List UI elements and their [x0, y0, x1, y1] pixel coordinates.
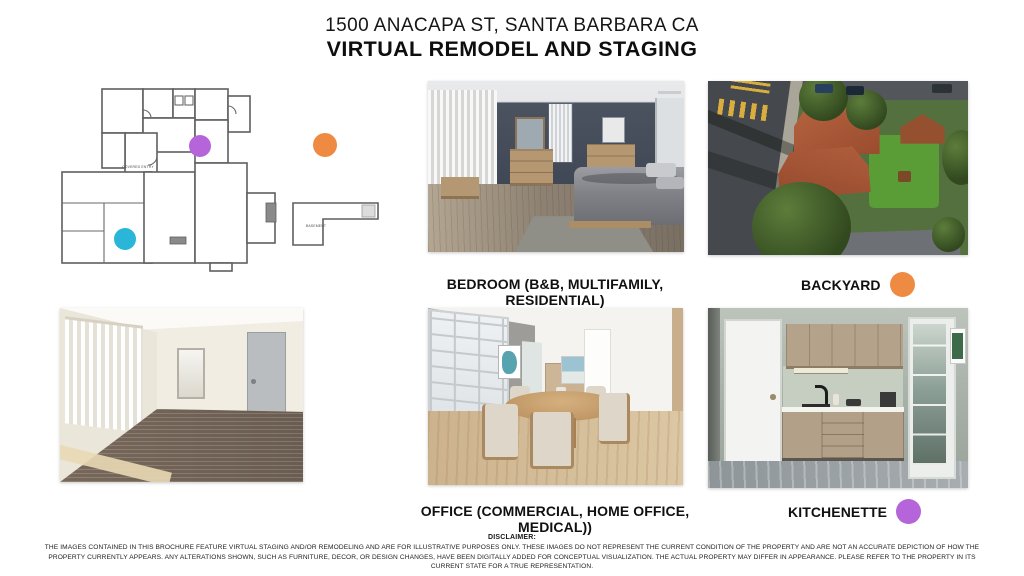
kitchenette-faucet: [815, 385, 828, 406]
bedroom-photo: [428, 81, 684, 252]
backyard-aerial-photo: [708, 81, 968, 255]
backyard-caption: BACKYARD: [801, 276, 881, 293]
office-wall-art: [498, 345, 520, 379]
disclaimer-text: THE IMAGES CONTAINED IN THIS BROCHURE FEATURE VIRTUAL STAGING AND/OR REMODELING AND ARE FOR ILLUSTRATIVE PURPOSES ONLY. THESE IMAGES DO NOT REPRESENT THE CURRENT CONDITION OF THE PROPERTY AND ARE NOT AN ACCURATE DEPICTION OF HOW THE PROPERTY CURRENTLY APPEARS. ANY ALTERATIONS SHOWN, SUCH AS FURNITURE, DECOR, OR DESIGN CHANGES, HAVE BEEN DIGITALLY ADDED FOR CONCEPTUAL VISUALIZATION. THE ACTUAL PROPERTY MAY DIFFER IN APPEARANCE. PLEASE REFER TO THE PROPERTY IN ITS CURRENT STATE FOR A TRUE REPRESENTATION.: [44, 544, 980, 570]
bedroom-caption: BEDROOM (B&B, MULTIFAMILY, RESIDENTIAL): [446, 276, 664, 308]
kitchenette-glass-pane: [913, 324, 946, 464]
bedroom-bench: [441, 177, 479, 199]
floorplan-marker-cyan-dot: [114, 228, 136, 250]
backyard-legend-dot: [890, 272, 915, 297]
office-chair-5: [599, 393, 630, 444]
backyard-caption-row: [801, 271, 915, 298]
bedroom-dresser-2: [587, 144, 636, 168]
bedroom-shelf: [658, 91, 681, 94]
kitchenette-upper-cabinets: [786, 324, 903, 368]
bedroom-door: [655, 98, 684, 172]
office-caption: OFFICE (COMMERCIAL, HOME OFFICE, MEDICAL)): [420, 503, 690, 535]
empty-room-photo: [60, 308, 303, 482]
kitchenette-coffee-maker: [880, 392, 897, 407]
backyard-tree-2: [846, 90, 888, 130]
backyard-parked-car: [815, 84, 833, 93]
bedroom-pillow-2: [656, 177, 684, 189]
brochure-header: [0, 15, 1024, 62]
bedroom-dresser: [510, 149, 554, 185]
bedroom-wall-art: [602, 117, 624, 143]
bedroom-pillow: [646, 163, 677, 177]
floorplan-marker-backyard-dot: [313, 133, 337, 157]
floor-plan: [52, 76, 397, 272]
backyard-parked-car-2: [846, 86, 864, 95]
kitchenette-picture-frame: [950, 328, 966, 364]
disclaimer-heading: DISCLAIMER:: [487, 534, 537, 541]
kitchenette-caption-row: [788, 498, 921, 525]
office-chair-4: [530, 412, 574, 468]
office-photo: [428, 308, 683, 485]
page-title-subtitle: VIRTUAL REMODEL AND STAGING: [326, 36, 698, 61]
floorplan-walls: [62, 89, 378, 271]
backyard-picnic-table: [898, 171, 911, 181]
kitchenette-drawers: [822, 412, 864, 459]
kitchenette-jar: [833, 394, 839, 405]
backyard-parked-car-3: [932, 84, 953, 93]
kitchenette-door-knob: [770, 394, 776, 399]
floorplan-label-basement: BASEMENT: [305, 224, 327, 228]
floorplan-label-covered-entry: COVERED ENTRY: [122, 165, 154, 169]
room-window: [177, 348, 205, 399]
room-door-knob: [251, 379, 256, 383]
room-curtains: [65, 319, 143, 433]
kitchenette-light-shelf: [794, 368, 849, 373]
office-chair-3: [482, 404, 518, 460]
kitchenette-photo: [708, 308, 968, 488]
page-title-address: 1500 ANACAPA ST, SANTA BARBARA CA: [325, 15, 699, 36]
kitchenette-legend-dot: [896, 499, 921, 524]
kitchenette-caption: KITCHENETTE: [788, 503, 888, 520]
backyard-garage-roof: [900, 114, 944, 144]
backyard-tree-3: [942, 130, 968, 186]
backyard-tree-4: [932, 217, 966, 252]
floorplan-marker-kitchenette-dot: [189, 135, 211, 157]
kitchenette-cooktop: [846, 399, 862, 406]
bedroom-bed-frame: [569, 221, 651, 228]
